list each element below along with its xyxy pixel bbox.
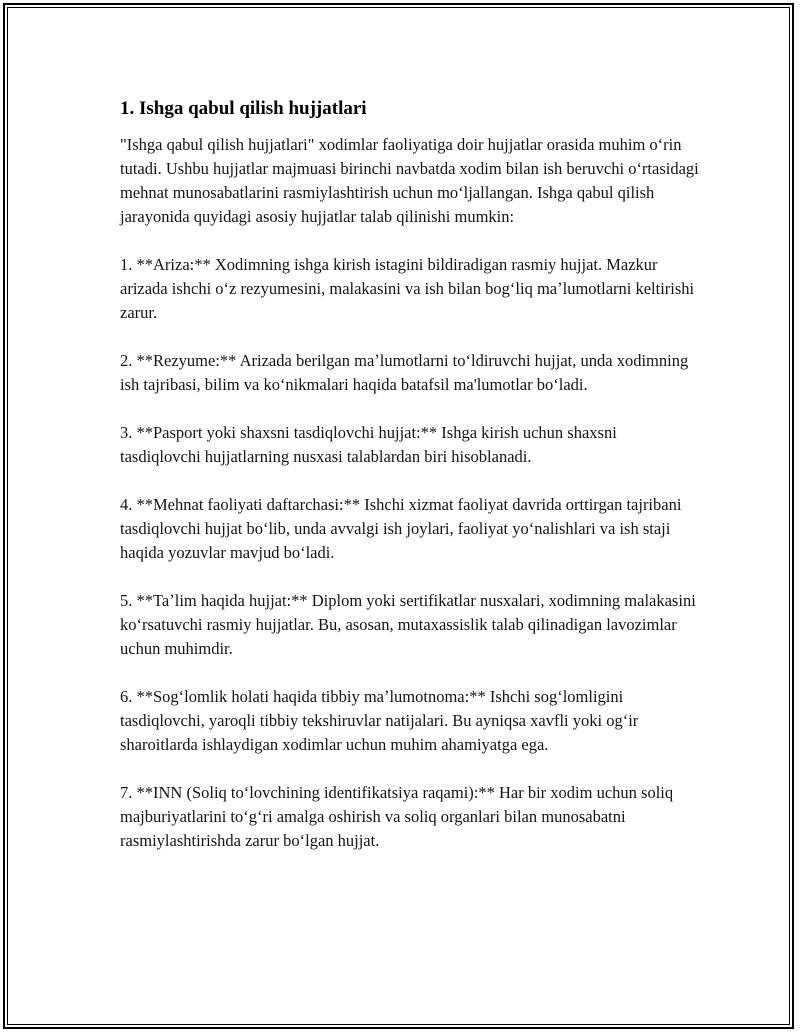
list-item-pasport: 3. **Pasport yoki shaxsni tasdiqlovchi hujjat:** Ishga kirish uchun shaxsni tasdiqlovchi hujjatlarning nusxasi talablardan biri hisoblanadi. bbox=[120, 423, 617, 466]
document-body bbox=[120, 97, 700, 877]
list-item-inn: 7. **INN (Soliq toʻlovchining identifikatsiya raqami):** Har bir xodim uchun soliq majburiyatlarini toʻgʻri amalga oshirish va soliq organlari bilan munosabatni rasmiylashtirishda zarur boʻlgan hujjat. bbox=[120, 783, 674, 850]
page-frame bbox=[3, 3, 794, 1029]
list-item-talim-hujjati: 5. **Taʼlim haqida hujjat:** Diplom yoki sertifikatlar nusxalari, xodimning malakasini koʻrsatuvchi rasmiy hujjatlar. Bu, asosan, mutaxassislik talab qilinadigan lavozimlar uchun muhimdir. bbox=[120, 591, 696, 658]
intro-paragraph: "Ishga qabul qilish hujjatlari" xodimlar faoliyatiga doir hujjatlar orasida muhim oʻrin tutadi. Ushbu hujjatlar majmuasi birinchi navbatda xodim bilan ish beruvchi oʻrtasidagi mehnat munosabatlarini rasmiylashtirish uchun moʻljallangan. Ishga qabul qilish jarayonida quyidagi asosiy hujjatlar talab qilinishi mumkin: bbox=[120, 135, 699, 226]
list-item-tibbiy-malumotnoma: 6. **Sogʻlomlik holati haqida tibbiy maʼlumotnoma:** Ishchi sogʻlomligini tasdiqlovchi, yaroqli tibbiy tekshiruvlar natijalari. Bu ayniqsa xavfli yoki ogʻir sharoitlarda ishlaydigan xodimlar uchun muhim ahamiyatga ega. bbox=[120, 687, 639, 754]
list-item-ariza: 1. **Ariza:** Xodimning ishga kirish istagini bildiradigan rasmiy hujjat. Mazkur arizada ishchi oʻz rezyumesini, malakasini va ish bilan bogʻliq maʼlumotlarni keltirishi zarur. bbox=[120, 255, 695, 322]
document-title: 1. Ishga qabul qilish hujjatlari bbox=[120, 98, 367, 119]
list-item-rezyume: 2. **Rezyume:** Arizada berilgan maʼlumotlarni toʻldiruvchi hujjat, unda xodimning ish tajribasi, bilim va koʻnikmalari haqida batafsil ma'lumotlar boʻladi. bbox=[120, 351, 689, 394]
list-item-mehnat-daftarchasi: 4. **Mehnat faoliyati daftarchasi:** Ishchi xizmat faoliyat davrida orttirgan tajribani tasdiqlovchi hujjat boʻlib, unda avvalgi ish joylari, faoliyat yoʻnalishlari va ish staji haqida yozuvlar mavjud boʻladi. bbox=[120, 495, 682, 562]
